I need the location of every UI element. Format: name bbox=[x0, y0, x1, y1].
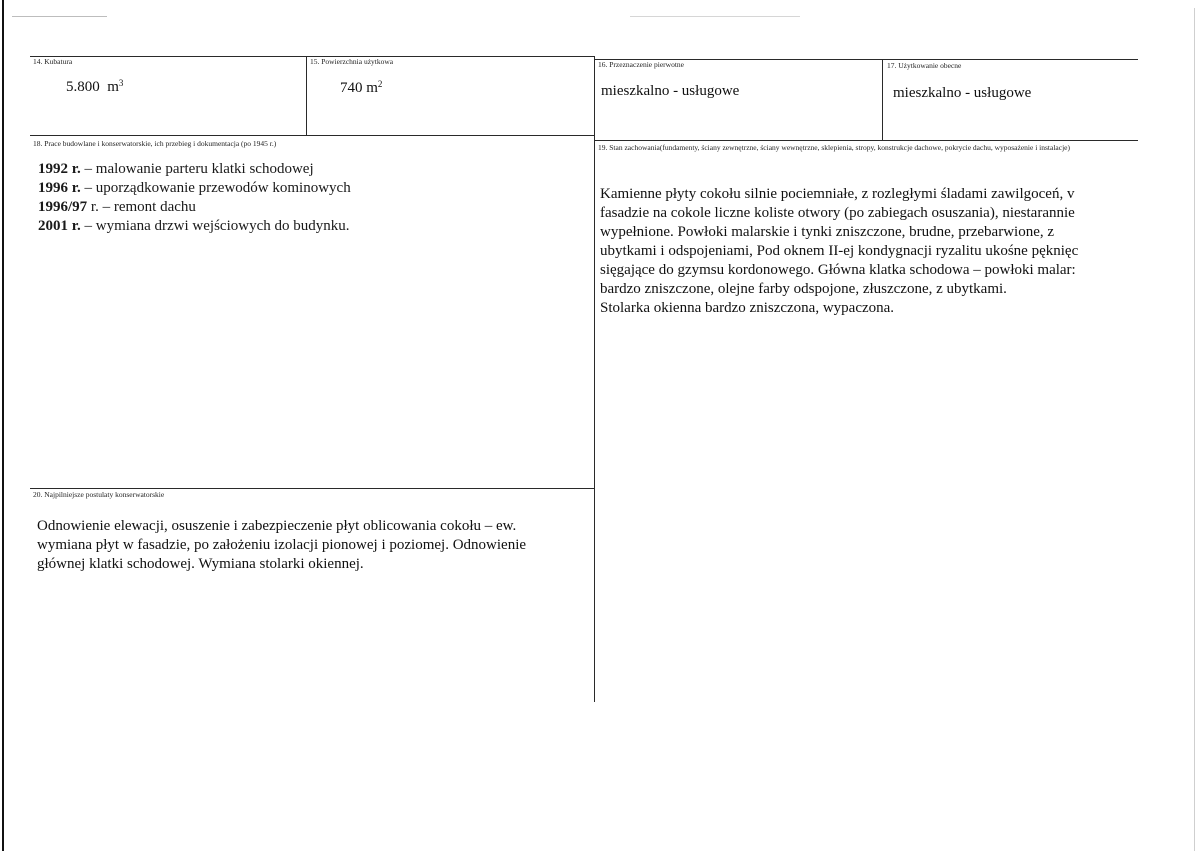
field-16-value: mieszkalno - usługowe bbox=[601, 83, 740, 99]
grid-line bbox=[594, 140, 1138, 141]
grid-line bbox=[594, 56, 595, 702]
grid-line bbox=[30, 488, 594, 489]
text-line: fasadzie na cokole liczne koliste otwory (po zabiegach osuszania), niestarannie bbox=[600, 205, 1075, 221]
field-17-value: mieszkalno - usługowe bbox=[893, 85, 1032, 101]
field-20-text bbox=[37, 517, 593, 574]
text-line: Stolarka okienna bardzo zniszczona, wypaczona. bbox=[600, 300, 895, 316]
grid-line bbox=[30, 135, 594, 136]
scan-edge-left bbox=[2, 0, 4, 851]
field-14-value: 5.800 $m^3$ bbox=[66, 78, 124, 95]
field-17-label: 17. Użytkowanie obecne bbox=[887, 61, 962, 70]
grid-line bbox=[882, 59, 883, 140]
field-18-label: 18. Prace budowlane i konserwatorskie, ich przebieg i dokumentacja (po 1945 r.) bbox=[33, 139, 277, 148]
text-line: głównej klatki schodowej. Wymiana stolarki okiennej. bbox=[37, 556, 364, 572]
field-15-value: 740 $m^2$ bbox=[340, 79, 383, 96]
grid-line bbox=[306, 56, 307, 135]
work-entry: 1996 r. – uporządkowanie przewodów kominowych bbox=[38, 180, 351, 196]
text-line: ubytkami i odspojeniami, Pod oknem II-ej kondygnacji ryzalitu ukośne pęknięc bbox=[600, 243, 1079, 259]
field-19-text bbox=[600, 185, 1138, 318]
field-16-label: 16. Przeznaczenie pierwotne bbox=[598, 60, 684, 69]
work-entry: 1992 r. – malowanie parteru klatki schodowej bbox=[38, 161, 314, 177]
work-entry: 2001 r. – wymiana drzwi wejściowych do budynku. bbox=[38, 218, 350, 234]
field-14-label: 14. Kubatura bbox=[33, 57, 73, 66]
text-line: wymiana płyt w fasadzie, po założeniu izolacji pionowej i poziomej. Odnowienie bbox=[37, 537, 527, 553]
scan-mark bbox=[630, 16, 800, 17]
text-line: Odnowienie elewacji, osuszenie i zabezpieczenie płyt oblicowania cokołu – ew. bbox=[37, 518, 517, 534]
work-entry: 1996/97 r. – remont dachu bbox=[38, 199, 196, 215]
scan-edge-right bbox=[1194, 8, 1195, 851]
field-19-label: 19. Stan zachowania(fundamenty, ściany zewnętrzne, ściany wewnętrzne, sklepienia, stropy, konstrukcje dachowe, pokrycie dachu, wyposażenie i instalacje) bbox=[598, 143, 1070, 152]
text-line: wypełnione. Powłoki malarskie i tynki zniszczone, brudne, przebarwione, z bbox=[600, 224, 1055, 240]
field-15-label: 15. Powierzchnia użytkowa bbox=[310, 57, 394, 66]
text-line: Kamienne płyty cokołu silnie pociemniałe, z rozległymi śladami zawilgoceń, v bbox=[600, 186, 1075, 202]
scan-mark bbox=[12, 16, 107, 17]
field-20-label: 20. Najpilniejsze postulaty konserwatorskie bbox=[33, 490, 165, 499]
text-line: sięgające do gzymsu kordonowego. Główna klatka schodowa – powłoki malar: bbox=[600, 262, 1076, 278]
field-18-entries bbox=[38, 160, 351, 236]
text-line: bardzo zniszczone, olejne farby odspojone, złuszczone, z ubytkami. bbox=[600, 281, 1007, 297]
